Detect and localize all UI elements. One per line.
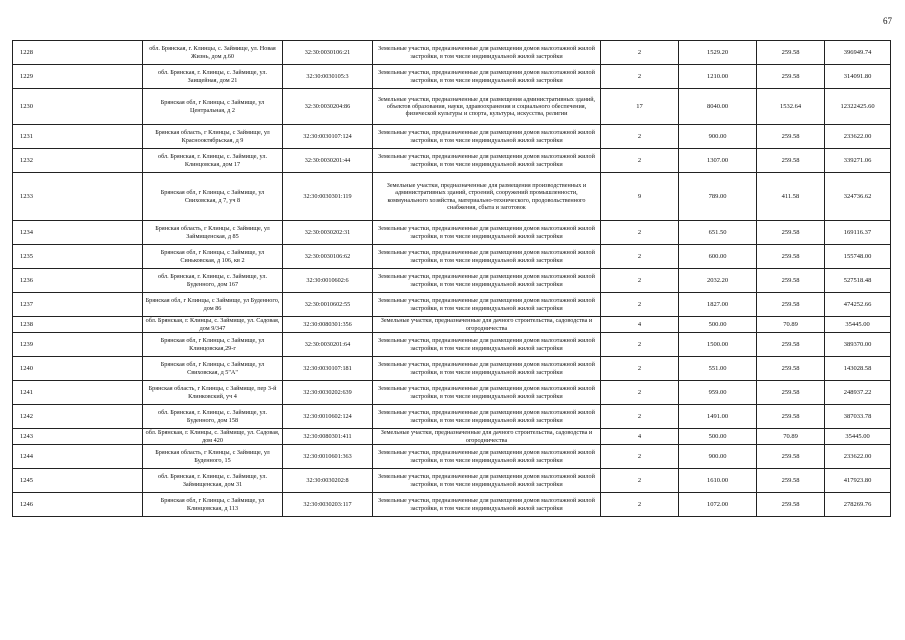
address-cell: обл. Брянская, г. Клинцы, с. Займище, ул. Садовая, дом 420	[143, 429, 283, 445]
address-cell: Брянская обл, г Клинцы, с Займище, ул Свиховская, д 7, уч 8	[143, 173, 283, 221]
table-row	[13, 269, 891, 293]
address-cell: Брянская область, г Клинцы, с Займище, ул Займищенская, д 85	[143, 221, 283, 245]
area-cell: 500.00	[679, 317, 757, 333]
row-number: 1235	[13, 245, 143, 269]
table-row	[13, 245, 891, 269]
row-number: 1228	[13, 41, 143, 65]
table-row	[13, 149, 891, 173]
group-number-cell: 4	[601, 317, 679, 333]
group-number-cell: 9	[601, 173, 679, 221]
row-number: 1244	[13, 445, 143, 469]
group-number-cell: 2	[601, 293, 679, 317]
table-row	[13, 333, 891, 357]
row-number: 1232	[13, 149, 143, 173]
land-use-purpose-cell: Земельные участки, предназначенные для размещения домов малоэтажной жилой застройки, в том числе индивидуальной жилой застройки	[373, 445, 601, 469]
specific-value-cell: 259.58	[757, 405, 825, 429]
area-cell: 900.00	[679, 125, 757, 149]
table-row	[13, 445, 891, 469]
cadastral-number-cell: 32:30:0030202:639	[283, 381, 373, 405]
group-number-cell: 2	[601, 269, 679, 293]
address-cell: обл. Брянская, г. Клинцы, с. Займище, ул. Буденного, дом 158	[143, 405, 283, 429]
address-cell: Брянская обл, г Клинцы, с Займище, ул Клинцовская, д 113	[143, 493, 283, 517]
group-number-cell: 2	[601, 125, 679, 149]
area-cell: 1500.00	[679, 333, 757, 357]
cadastral-value-cell: 233622.00	[825, 125, 891, 149]
cadastral-value-cell: 169116.37	[825, 221, 891, 245]
table-row	[13, 125, 891, 149]
group-number-cell: 2	[601, 357, 679, 381]
land-use-purpose-cell: Земельные участки, предназначенные для размещения домов малоэтажной жилой застройки, в том числе индивидуальной жилой застройки	[373, 221, 601, 245]
land-use-purpose-cell: Земельные участки, предназначенные для размещения домов малоэтажной жилой застройки, в том числе индивидуальной жилой застройки	[373, 357, 601, 381]
specific-value-cell: 259.58	[757, 293, 825, 317]
address-cell: обл. Брянская, г. Клинцы, с. Займище, ул. Новая Жизнь, дом д.60	[143, 41, 283, 65]
cadastral-value-cell: 389370.00	[825, 333, 891, 357]
row-number: 1234	[13, 221, 143, 245]
area-cell: 551.00	[679, 357, 757, 381]
area-cell: 651.50	[679, 221, 757, 245]
address-cell: Брянская обл, г Клинцы, с Займище, ул Свиховская, д 5"А"	[143, 357, 283, 381]
area-cell: 500.00	[679, 429, 757, 445]
area-cell: 2032.20	[679, 269, 757, 293]
area-cell: 1610.00	[679, 469, 757, 493]
page-number: 67	[883, 16, 892, 26]
group-number-cell: 2	[601, 65, 679, 89]
land-use-purpose-cell: Земельные участки, предназначенные для размещения домов малоэтажной жилой застройки, в том числе индивидуальной жилой застройки	[373, 41, 601, 65]
cadastral-number-cell: 32:30:0030203:117	[283, 493, 373, 517]
row-number: 1231	[13, 125, 143, 149]
address-cell: Брянская область, г Клинцы, с Займище, ул Буденного, 15	[143, 445, 283, 469]
specific-value-cell: 70.89	[757, 317, 825, 333]
area-cell: 600.00	[679, 245, 757, 269]
group-number-cell: 2	[601, 41, 679, 65]
specific-value-cell: 259.58	[757, 445, 825, 469]
land-use-purpose-cell: Земельные участки, предназначенные для размещения домов малоэтажной жилой застройки, в том числе индивидуальной жилой застройки	[373, 149, 601, 173]
cadastral-number-cell: 32:30:0030202:31	[283, 221, 373, 245]
cadastral-value-cell: 35445.00	[825, 429, 891, 445]
specific-value-cell: 259.58	[757, 357, 825, 381]
area-cell: 1210.00	[679, 65, 757, 89]
table-row	[13, 357, 891, 381]
cadastral-value-cell: 324736.62	[825, 173, 891, 221]
table-row	[13, 221, 891, 245]
cadastral-number-cell: 32:30:0080301:356	[283, 317, 373, 333]
address-cell: обл. Брянская, г. Клинцы, с. Займище, ул. Садовая, дом 9/347	[143, 317, 283, 333]
area-cell: 1827.00	[679, 293, 757, 317]
row-number: 1236	[13, 269, 143, 293]
cadastral-number-cell: 32:30:0010602:6	[283, 269, 373, 293]
table-row	[13, 493, 891, 517]
land-use-purpose-cell: Земельные участки, предназначенные для дачного строительства, садоводства и огородничества	[373, 429, 601, 445]
cadastral-value-cell: 143028.58	[825, 357, 891, 381]
row-number: 1237	[13, 293, 143, 317]
land-use-purpose-cell: Земельные участки, предназначенные для размещения домов малоэтажной жилой застройки, в том числе индивидуальной жилой застройки	[373, 125, 601, 149]
table-body	[13, 41, 891, 517]
table-row	[13, 89, 891, 125]
specific-value-cell: 259.58	[757, 269, 825, 293]
area-cell: 1529.20	[679, 41, 757, 65]
table-row	[13, 65, 891, 89]
row-number: 1243	[13, 429, 143, 445]
address-cell: Брянская обл, г Клинцы, с Займище, ул Синьковская, д 106, кв 2	[143, 245, 283, 269]
cadastral-number-cell: 32:30:0030204:86	[283, 89, 373, 125]
area-cell: 1307.00	[679, 149, 757, 173]
cadastral-number-cell: 32:30:0010602:124	[283, 405, 373, 429]
row-number: 1233	[13, 173, 143, 221]
row-number: 1238	[13, 317, 143, 333]
specific-value-cell: 259.58	[757, 381, 825, 405]
specific-value-cell: 70.89	[757, 429, 825, 445]
cadastral-number-cell: 32:30:0030107:181	[283, 357, 373, 381]
cadastral-value-cell: 248937.22	[825, 381, 891, 405]
row-number: 1245	[13, 469, 143, 493]
specific-value-cell: 259.58	[757, 41, 825, 65]
cadastral-value-cell: 233622.00	[825, 445, 891, 469]
specific-value-cell: 259.58	[757, 221, 825, 245]
land-use-purpose-cell: Земельные участки, предназначенные для размещения домов малоэтажной жилой застройки, в том числе индивидуальной жилой застройки	[373, 469, 601, 493]
row-number: 1241	[13, 381, 143, 405]
cadastral-value-cell: 314091.80	[825, 65, 891, 89]
group-number-cell: 2	[601, 245, 679, 269]
cadastral-number-cell: 32:30:0030201:64	[283, 333, 373, 357]
group-number-cell: 2	[601, 493, 679, 517]
cadastral-value-cell: 12322425.60	[825, 89, 891, 125]
specific-value-cell: 259.58	[757, 65, 825, 89]
table-row	[13, 293, 891, 317]
address-cell: Брянская обл, г Клинцы, с Займище, ул Клинцовская,29-г	[143, 333, 283, 357]
land-use-purpose-cell: Земельные участки, предназначенные для размещения административных зданий, объектов образования, науки, здравоохранения и социального обеспечения, физической культуры и спорта, культуры, искусства, религии	[373, 89, 601, 125]
specific-value-cell: 259.58	[757, 493, 825, 517]
area-cell: 789.00	[679, 173, 757, 221]
row-number: 1230	[13, 89, 143, 125]
group-number-cell: 2	[601, 149, 679, 173]
cadastral-number-cell: 32:30:0030107:124	[283, 125, 373, 149]
specific-value-cell: 259.58	[757, 125, 825, 149]
group-number-cell: 2	[601, 405, 679, 429]
cadastral-number-cell: 32:30:0030106:21	[283, 41, 373, 65]
land-use-purpose-cell: Земельные участки, предназначенные для размещения домов малоэтажной жилой застройки, в том числе индивидуальной жилой застройки	[373, 333, 601, 357]
cadastral-value-cell: 339271.06	[825, 149, 891, 173]
cadastral-number-cell: 32:30:0010601:363	[283, 445, 373, 469]
table-row	[13, 381, 891, 405]
row-number: 1242	[13, 405, 143, 429]
table-row	[13, 469, 891, 493]
cadastral-value-cell: 417923.80	[825, 469, 891, 493]
group-number-cell: 2	[601, 469, 679, 493]
address-cell: обл. Брянская, г. Клинцы, с. Займище, ул. Клинцовская, дом 17	[143, 149, 283, 173]
cadastral-number-cell: 32:30:0030301:119	[283, 173, 373, 221]
land-use-purpose-cell: Земельные участки, предназначенные для размещения домов малоэтажной жилой застройки, в том числе индивидуальной жилой застройки	[373, 405, 601, 429]
table-row	[13, 405, 891, 429]
area-cell: 900.00	[679, 445, 757, 469]
specific-value-cell: 1532.64	[757, 89, 825, 125]
row-number: 1240	[13, 357, 143, 381]
cadastral-number-cell: 32:30:0080301:411	[283, 429, 373, 445]
table-row	[13, 173, 891, 221]
specific-value-cell: 259.58	[757, 245, 825, 269]
area-cell: 959.00	[679, 381, 757, 405]
land-plot-table	[12, 40, 891, 517]
group-number-cell: 2	[601, 221, 679, 245]
address-cell: обл. Брянская, г. Клинцы, с. Займище, ул. Заищейная, дом 21	[143, 65, 283, 89]
cadastral-number-cell: 32:30:0030105:3	[283, 65, 373, 89]
land-use-purpose-cell: Земельные участки, предназначенные для размещения домов малоэтажной жилой застройки, в том числе индивидуальной жилой застройки	[373, 293, 601, 317]
land-use-purpose-cell: Земельные участки, предназначенные для размещения домов малоэтажной жилой застройки, в том числе индивидуальной жилой застройки	[373, 65, 601, 89]
cadastral-value-cell: 474252.66	[825, 293, 891, 317]
address-cell: Брянская обл, г Клинцы, с Займище, ул Центральная, д 2	[143, 89, 283, 125]
cadastral-number-cell: 32:30:0010602:55	[283, 293, 373, 317]
table-row	[13, 429, 891, 445]
specific-value-cell: 259.58	[757, 469, 825, 493]
specific-value-cell: 411.58	[757, 173, 825, 221]
group-number-cell: 2	[601, 445, 679, 469]
address-cell: Брянская область, г Клинцы, с Займище, ул Краснооктябрьская, д 9	[143, 125, 283, 149]
specific-value-cell: 259.58	[757, 333, 825, 357]
group-number-cell: 17	[601, 89, 679, 125]
cadastral-number-cell: 32:30:0030201:44	[283, 149, 373, 173]
group-number-cell: 4	[601, 429, 679, 445]
cadastral-value-cell: 396949.74	[825, 41, 891, 65]
land-use-purpose-cell: Земельные участки, предназначенные для размещения домов малоэтажной жилой застройки, в том числе индивидуальной жилой застройки	[373, 381, 601, 405]
address-cell: Брянская обл, г Клинцы, с Займище, ул Буденного, дом 86	[143, 293, 283, 317]
cadastral-value-cell: 155748.00	[825, 245, 891, 269]
area-cell: 1491.00	[679, 405, 757, 429]
cadastral-value-cell: 278269.76	[825, 493, 891, 517]
address-cell: обл. Брянская, г. Клинцы, с. Займище, ул. Займищенская, дом 31	[143, 469, 283, 493]
cadastral-value-cell: 387033.78	[825, 405, 891, 429]
address-cell: обл. Брянская, г. Клинцы, с. Займище, ул. Буденного, дом 167	[143, 269, 283, 293]
group-number-cell: 2	[601, 333, 679, 357]
area-cell: 1072.00	[679, 493, 757, 517]
row-number: 1246	[13, 493, 143, 517]
land-use-purpose-cell: Земельные участки, предназначенные для дачного строительства, садоводства и огородничества	[373, 317, 601, 333]
specific-value-cell: 259.58	[757, 149, 825, 173]
table-row	[13, 41, 891, 65]
row-number: 1229	[13, 65, 143, 89]
cadastral-number-cell: 32:30:0030202:8	[283, 469, 373, 493]
land-use-purpose-cell: Земельные участки, предназначенные для размещения домов малоэтажной жилой застройки, в том числе индивидуальной жилой застройки	[373, 269, 601, 293]
row-number: 1239	[13, 333, 143, 357]
cadastral-number-cell: 32:30:0030106:62	[283, 245, 373, 269]
cadastral-value-cell: 527518.48	[825, 269, 891, 293]
group-number-cell: 2	[601, 381, 679, 405]
area-cell: 8040.00	[679, 89, 757, 125]
table-row	[13, 317, 891, 333]
address-cell: Брянская область, г Клинцы, с Займище, пер 3-й Клинковский, уч 4	[143, 381, 283, 405]
cadastral-value-cell: 35445.00	[825, 317, 891, 333]
land-use-purpose-cell: Земельные участки, предназначенные для размещения домов малоэтажной жилой застройки, в том числе индивидуальной жилой застройки	[373, 245, 601, 269]
land-use-purpose-cell: Земельные участки, предназначенные для размещения производственных и административных зданий, строений, сооружений промышленности, коммунального хозяйства, материально-технического, продовольственного снабжения, сбыта и заготовок	[373, 173, 601, 221]
land-use-purpose-cell: Земельные участки, предназначенные для размещения домов малоэтажной жилой застройки, в том числе индивидуальной жилой застройки	[373, 493, 601, 517]
